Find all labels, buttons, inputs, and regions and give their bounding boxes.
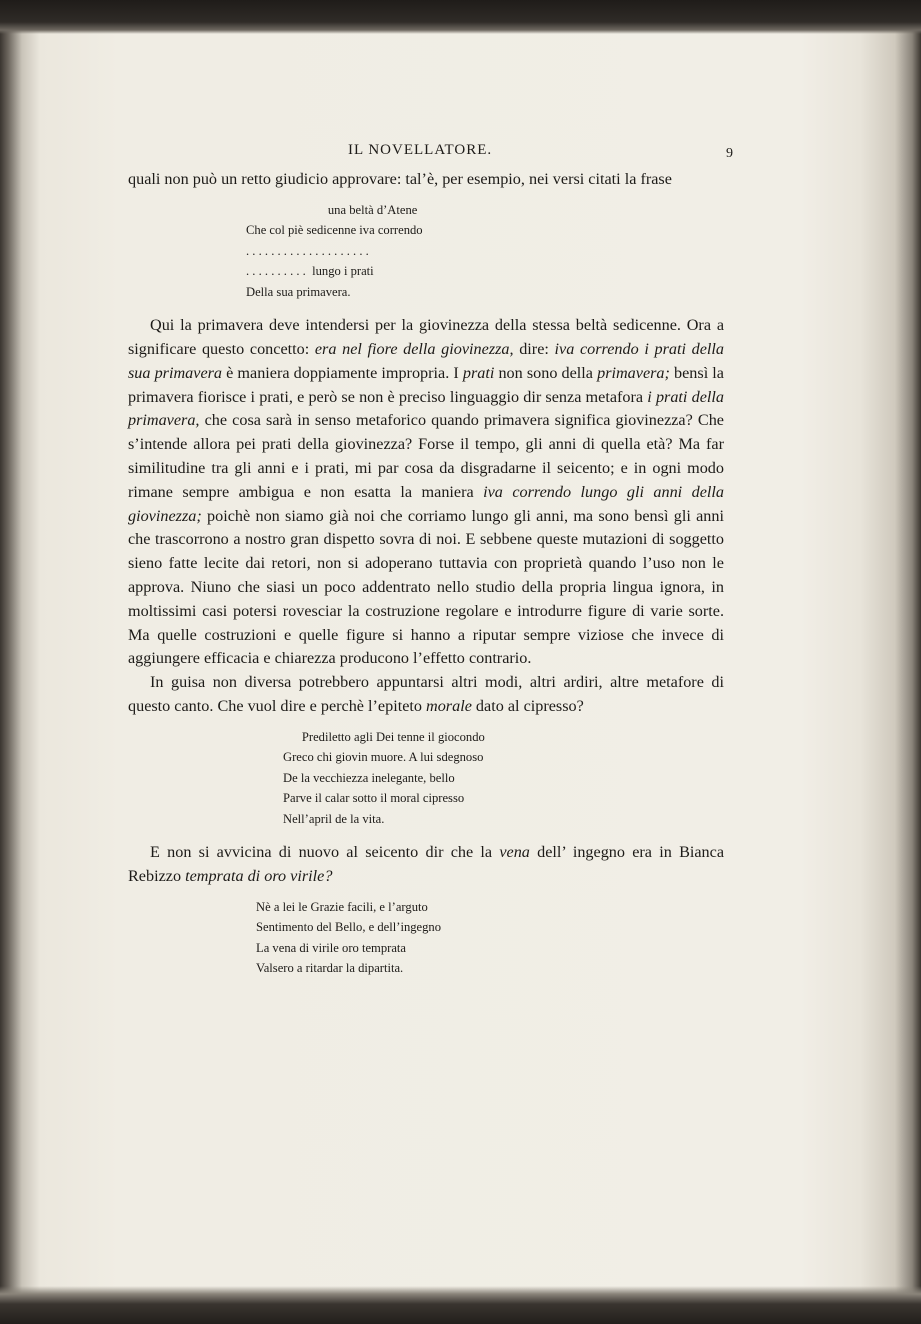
running-title: IL NOVELLATORE. — [348, 142, 493, 158]
verse-line: La vena di virile oro temprata — [256, 940, 407, 955]
verse-line: Che col piè sedicenne iva correndo — [246, 223, 423, 238]
verse-line: Della sua primavera. — [246, 284, 351, 299]
text-run: dato al cipresso? — [471, 697, 584, 716]
text-run: è maniera doppiamente impropria. I — [222, 363, 463, 382]
italic-run: iva correndo i prati della sua primavera — [128, 340, 725, 382]
scan-top-edge — [0, 0, 921, 34]
running-header — [128, 142, 734, 168]
text-run: Qui la primavera deve intendersi per la giovinezza della stessa beltà sedicenne. Ora a significare questo concetto: — [128, 316, 724, 359]
paragraph-3 — [128, 671, 724, 719]
verse-line: Parve il calar sotto il moral cipresso — [283, 791, 465, 806]
paragraph-4 — [128, 841, 724, 889]
verse-line: Sentimento del Bello, e dell’ingegno — [256, 920, 442, 935]
verse-line: una beltà d’Atene — [246, 202, 418, 217]
verse-line: . . . . . . . . . . lungo i prati — [246, 264, 374, 279]
paragraph-2 — [128, 314, 724, 671]
text-run: E non si avvicina di nuovo al seicento dir che la — [150, 843, 500, 862]
italic-run: iva correndo lungo gli anni della giovinezza; — [128, 482, 724, 525]
verse-line: De la vecchiezza inelegante, bello — [283, 770, 455, 785]
page-number: 9 — [726, 146, 734, 161]
book-page — [128, 142, 734, 991]
verse-line: . . . . . . . . . . . . . . . . . . . . — [246, 243, 369, 258]
verse-line: Nè a lei le Grazie facili, e l’arguto — [256, 899, 428, 914]
text-run: bensì la primavera fiorisce i prati, e però se non è preciso linguaggio dir senza metafora — [128, 363, 724, 406]
verse-line: Valsero a ritardar la dipartita. — [256, 961, 404, 976]
verse-quote-1 — [246, 200, 724, 303]
italic-run: vena — [499, 843, 530, 862]
verse-line: Nell’april de la vita. — [283, 811, 385, 826]
verse-line: Prediletto agli Dei tenne il giocondo — [283, 729, 485, 744]
scan-bottom-edge — [0, 1286, 921, 1324]
text-run: dire: — [513, 340, 555, 359]
italic-run: era nel fiore della giovinezza, — [314, 340, 514, 359]
italic-run: temprata di oro virile? — [185, 867, 333, 886]
text-run: che cosa sarà in senso metaforico quando primavera significa giovinezza? Che s’intende allora pei prati della giovinezza? Forse il tempo, gli anni di quella età? Ma far similitudine tra gli anni e i prati, mi par cosa da disgradarne il seicento; e in ogni modo rimane sempre ambigua e non esatta la maniera — [128, 411, 724, 501]
verse-line: Greco chi giovin muore. A lui sdegnoso — [283, 750, 484, 765]
paragraph-1: quali non può un retto giudicio approvare: tal’è, per esempio, nei versi citati la frase — [128, 170, 672, 188]
verse-quote-3 — [256, 897, 724, 979]
text-run: poichè non siamo già noi che corriamo lungo gli anni, ma sono bensì gli anni che trascorrono a nostro gran dispetto sovra di noi. E sebbene queste mutazioni di soggetto sieno fatte lecite dai retori, non si adoperano tuttavia con proprietà quando l’uso non le approva. Niuno che siasi un poco addentrato nello studio della propria lingua ignora, in moltissimi casi potersi rovesciar la costruzione regolare e introdurre figure di varie sorte. Ma quelle costruzioni e quelle figure si hanno a riputar sempre viziose che invece di aggiungere efficacia e chiarezza producono l’effetto contrario. — [128, 506, 724, 668]
text-run: dell’ ingegno era in Bianca Rebizzo — [128, 843, 725, 886]
italic-run: i prati della primavera, — [128, 387, 724, 430]
italic-run: prati — [462, 363, 495, 382]
italic-run: primavera; — [597, 363, 670, 382]
verse-quote-2 — [283, 727, 724, 830]
text-run: In guisa non diversa potrebbero appuntarsi altri modi, altri ardiri, altre metafore di questo canto. Che vuol dire e perchè l’epiteto — [128, 673, 724, 716]
text-run: non sono della — [494, 363, 598, 382]
italic-run: morale — [426, 697, 472, 716]
